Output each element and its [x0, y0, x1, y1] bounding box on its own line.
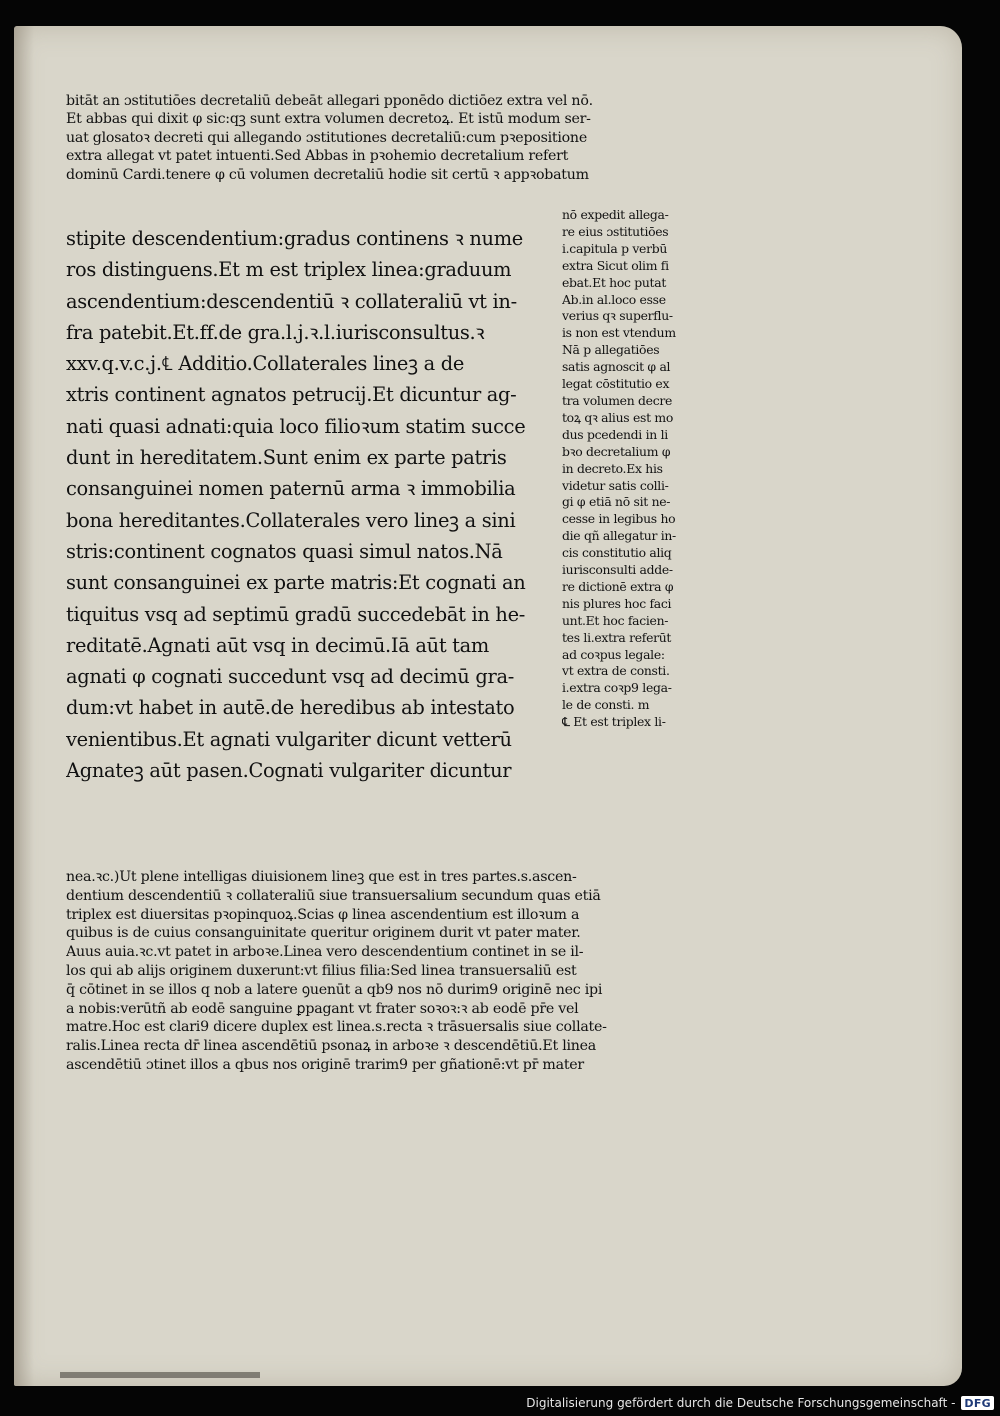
- text-line: bona hereditantes.Collaterales vero lineꝫ a sini: [66, 508, 516, 532]
- digitization-credit: [526, 1394, 994, 1412]
- gloss-line: ebat.Et hoc putat: [562, 274, 667, 290]
- gloss-line: verius qꝛ superflu-: [562, 308, 673, 324]
- gloss-line: gi φ etiā nō sit ne-: [562, 494, 671, 510]
- gloss-line: extra Sicut olim fi: [562, 257, 669, 273]
- text-line: consanguinei nomen paternū arma ꝛ immobilia: [66, 477, 516, 501]
- gloss-line: videtur satis colli-: [562, 477, 669, 493]
- text-line: a nobis:verūtñ ab eodē sanguine ꝑpagant vt frater soꝛoꝛ:ꝛ ab eodē pr̄e vel: [66, 1000, 579, 1017]
- gloss-line: vt extra de consti.: [562, 663, 670, 679]
- text-line: dunt in hereditatem.Sunt enim ex parte patris: [66, 446, 507, 470]
- text-line: quibus is de cuius consanguinitate queritur originem durit vt pater mater.: [66, 925, 581, 942]
- text-line: ralis.Linea recta dr̄ linea ascendētiū psonaꝝ in arboꝛe ꝛ descendētiū.Et linea: [66, 1038, 597, 1055]
- gloss-column: [562, 207, 746, 731]
- text-line: stipite descendentium:gradus continens ꝛ nume: [66, 227, 523, 250]
- gloss-line: iurisconsulti adde-: [562, 562, 673, 578]
- main-text-column: [66, 223, 558, 786]
- text-line: dum:vt habet in autē.de heredibus ab intestato: [66, 696, 515, 720]
- text-line: xtris continent agnatos petrucij.Et dicuntur ag-: [66, 383, 517, 407]
- dfg-logo-icon: DFG: [961, 1396, 994, 1410]
- page-edge-shading: [14, 26, 34, 1386]
- page-bottom-shadow: [60, 1372, 260, 1378]
- gloss-line: i.capitula p verbū: [562, 240, 668, 256]
- text-line: los qui ab alijs originem duxerunt:vt filius filia:Sed linea transuersaliū est: [66, 962, 577, 979]
- credit-text: Digitalisierung gefördert durch die Deutsche Forschungsgemeinschaft -: [526, 1396, 956, 1410]
- bottom-paragraph: [66, 868, 738, 1075]
- gloss-line: tra volumen decre: [562, 392, 672, 408]
- gloss-line: dus pcedendi in li: [562, 426, 668, 442]
- gloss-line: nō expedit allega-: [562, 207, 669, 222]
- text-line: venientibus.Et agnati vulgariter dicunt vetterū: [66, 727, 512, 751]
- gloss-line: Ab.in al.loco esse: [562, 291, 666, 307]
- text-line: Agnateꝫ aūt pasen.Cognati vulgariter dicuntur: [66, 759, 512, 783]
- gloss-line: cis constitutio aliq: [562, 545, 672, 561]
- text-line: reditatē.Agnati aūt vsq in decimū.Iā aūt tam: [66, 633, 490, 657]
- text-line: nea.ꝛc.)Ut plene intelligas diuisionem lineꝫ que est in tres partes.s.ascen-: [66, 869, 577, 885]
- gloss-line: toꝝ qꝛ alius est mo: [562, 409, 673, 425]
- gloss-line: satis agnoscit φ al: [562, 359, 671, 375]
- text-line: ascendentium:descendentiū ꝛ collateraliū vt in-: [66, 289, 517, 313]
- gloss-line: is non est vtendum: [562, 325, 676, 341]
- gloss-line: i.extra coꝛp9 lega-: [562, 680, 672, 696]
- text-line: nati quasi adnati:quia loco filioꝛum statim succe: [66, 414, 526, 438]
- top-paragraph: [66, 92, 738, 184]
- gloss-line: Nā p allegatiōes: [562, 342, 660, 358]
- text-line: agnati φ cognati succedunt vsq ad decimū gra-: [66, 665, 514, 689]
- gloss-line: re dictionē extra φ: [562, 578, 674, 594]
- gloss-line: re eius ɔstitutiōes: [562, 223, 669, 239]
- text-line: dominū Cardi.tenere φ cū volumen decretaliū hodie sit certū ꝛ appꝛobatum: [66, 166, 589, 183]
- gloss-line: in decreto.Ex his: [562, 460, 663, 476]
- text-line: q̄ cōtinet in se illos q nob a latere ꝯuenūt a qb9 nos nō durim9 originē nec ipi: [66, 981, 603, 998]
- text-line: dentium descendentiū ꝛ collateraliū siue transuersalium secundum quas etiā: [66, 887, 601, 904]
- text-line: Et abbas qui dixit φ sic:qꝫ sunt extra volumen decretoꝝ. Et istū modum ser-: [66, 111, 591, 128]
- gloss-line: tes li.extra referūt: [562, 629, 672, 645]
- gloss-line: ℄ Et est triplex li-: [562, 714, 666, 730]
- text-line: bitāt an ɔstitutiōes decretaliū debeāt allegari pponēdo dictiōez extra vel nō.: [66, 93, 593, 109]
- text-line: uat glosatoꝛ decreti qui allegando ɔstitutiones decretaliū:cum pꝛepositione: [66, 129, 587, 146]
- gloss-line: nis plures hoc faci: [562, 595, 672, 611]
- text-line: triplex est diuersitas pꝛopinquoꝝ.Scias φ linea ascendentium est illoꝛum a: [66, 906, 580, 923]
- text-line: Auus auia.ꝛc.vt patet in arboꝛe.Linea vero descendentium continet in se il-: [66, 944, 584, 961]
- text-line: matre.Hoc est clari9 dicere duplex est linea.s.recta ꝛ trāsuersalis siue collate-: [66, 1019, 607, 1036]
- gloss-line: die qñ allegatur in-: [562, 528, 676, 544]
- gloss-line: le de consti. m: [562, 697, 650, 713]
- gloss-line: unt.Et hoc facien-: [562, 612, 669, 628]
- gloss-line: bꝛo decretalium φ: [562, 443, 671, 459]
- text-line: extra allegat vt patet intuenti.Sed Abbas in pꝛohemio decretalium refert: [66, 148, 569, 165]
- text-line: xxv.q.v.c.j.℄ Additio.Collaterales lineꝫ a de: [66, 352, 464, 376]
- text-line: fra patebit.Et.ff.de gra.l.j.ꝛ.l.iurisconsultus.ꝛ: [66, 320, 485, 344]
- text-line: stris:continent cognatos quasi simul natos.Nā: [66, 539, 503, 563]
- gloss-line: cesse in legibus ho: [562, 511, 676, 527]
- text-line: ascendētiū ɔtinet illos a qbus nos originē trarim9 per gñationē:vt pr̄ mater: [66, 1056, 584, 1073]
- text-line: ros distinguens.Et m est triplex linea:graduum: [66, 258, 512, 282]
- text-line: tiquitus vsq ad septimū gradū succedebāt in he-: [66, 602, 526, 626]
- text-line: sunt consanguinei ex parte matris:Et cognati an: [66, 571, 526, 595]
- gloss-line: ad coꝛpus legale:: [562, 646, 665, 662]
- gloss-line: legat cōstitutio ex: [562, 376, 670, 392]
